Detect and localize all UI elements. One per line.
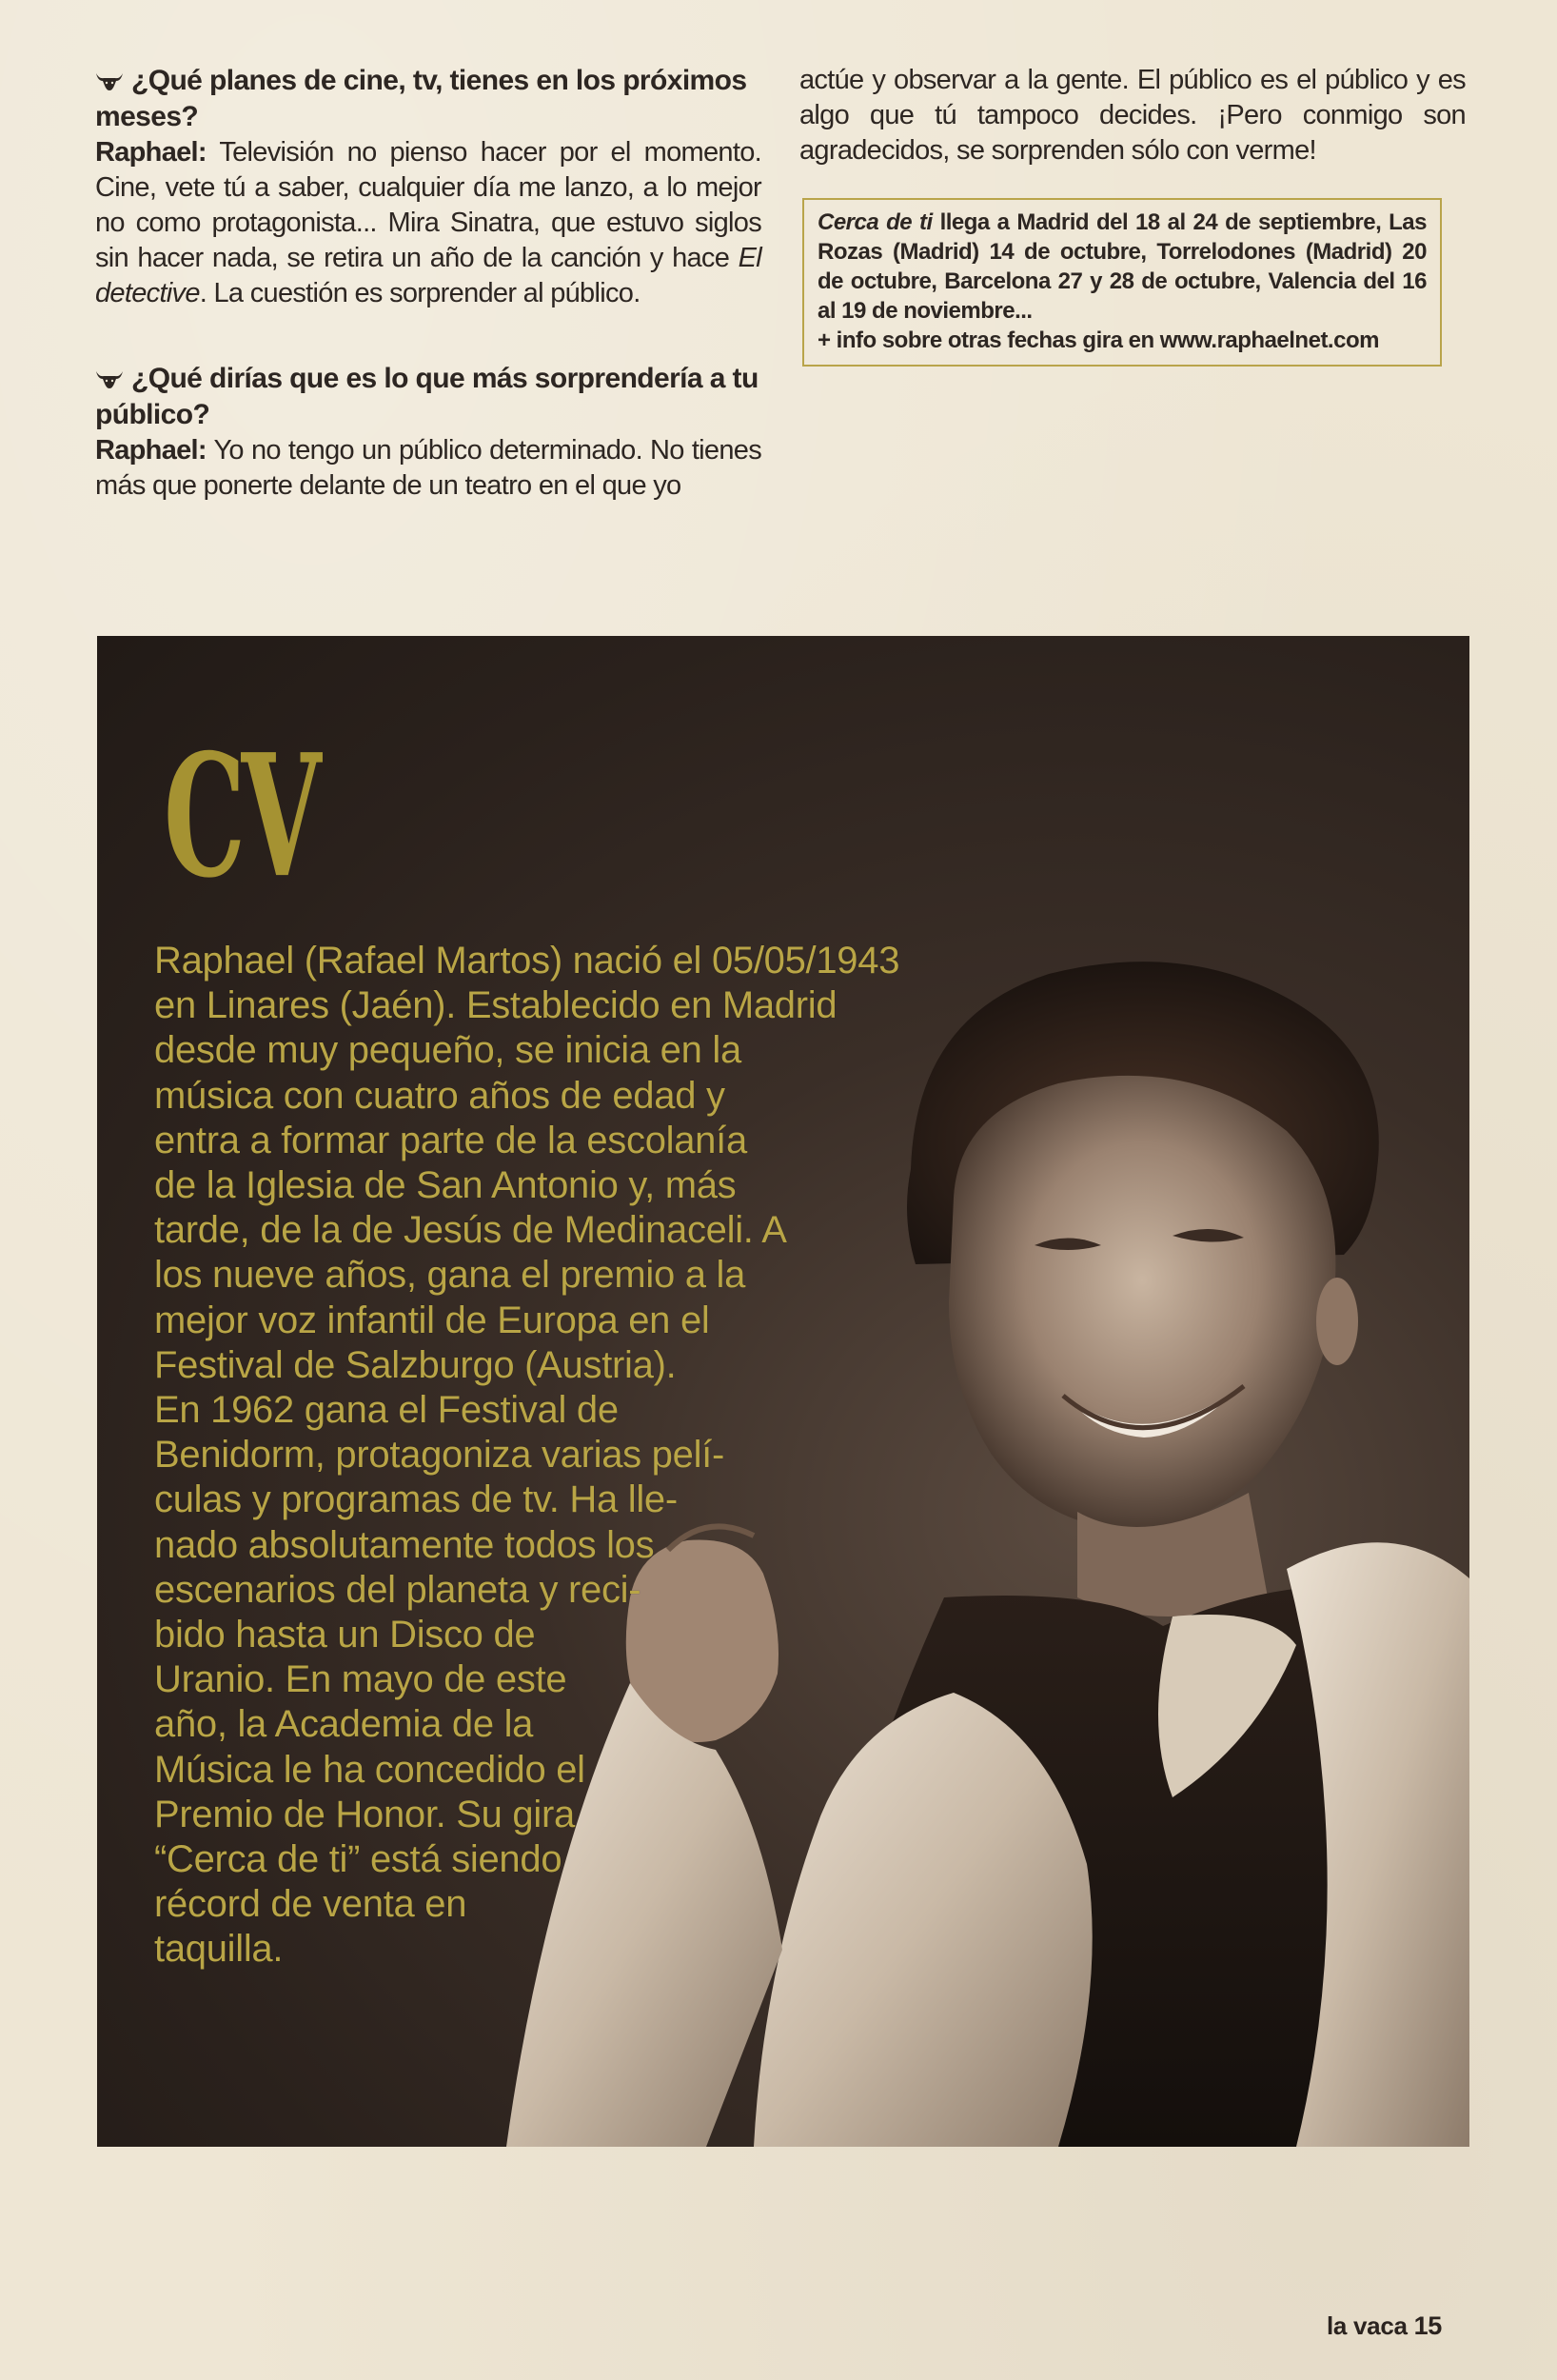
cv-line: Raphael (Rafael Martos) nació el 05/05/1943 xyxy=(154,940,900,982)
cv-line: En 1962 gana el Festival de xyxy=(154,1389,619,1432)
cv-line: de la Iglesia de San Antonio y, más xyxy=(154,1164,737,1207)
interview-left-column xyxy=(95,63,761,553)
cv-line: tarde, de la de Jesús de Medinaceli. A xyxy=(154,1209,787,1252)
cv-line: Premio de Honor. Su gira xyxy=(154,1793,575,1835)
film-title: El detective xyxy=(95,243,761,308)
cv-line: entra a formar parte de la escolanía xyxy=(154,1119,747,1161)
cv-line: récord de venta en xyxy=(154,1883,467,1926)
cv-line: culas y programas de tv. Ha lle- xyxy=(154,1478,678,1521)
cv-line: nado absolutamente todos los xyxy=(154,1523,655,1566)
speaker-label: Raphael: xyxy=(95,435,207,466)
cv-line: “Cerca de ti” está siendo xyxy=(154,1838,562,1881)
interview-question: ¿Qué planes de cine, tv, tienes en los próximos meses? xyxy=(95,65,747,132)
cv-line: Benidorm, protagoniza varias pelí- xyxy=(154,1434,724,1477)
interview-answer xyxy=(95,135,761,311)
answer-text: Televisión no pienso hacer por el momento. Cine, vete tú a saber, cualquier día me lanzo, a lo mejor no como protagonista... Mira Sinatra, que estuvo siglos sin hacer nada, se retira un año de la canción y hace xyxy=(95,137,761,273)
cv-body-text xyxy=(154,939,900,1973)
answer-continuation: actúe y observar a la gente. El público es el público y es algo que tú tampoco decides. ¡Pero conmigo son agradecidos, se sorprenden sólo con verme! xyxy=(799,65,1466,166)
cv-line: escenarios del planeta y reci- xyxy=(154,1568,641,1611)
magazine-name: la vaca xyxy=(1327,2311,1408,2340)
cv-line: música con cuatro años de edad y xyxy=(154,1074,725,1117)
answer-text-end: . La cuestión es sorprender al público. xyxy=(199,278,641,308)
interview-right-column xyxy=(799,63,1466,169)
cv-line: Música le ha concedido el xyxy=(154,1748,585,1791)
cv-line: los nueve años, gana el premio a la xyxy=(154,1254,746,1297)
interview-qa-1 xyxy=(95,63,761,311)
cv-line: mejor voz infantil de Europa en el xyxy=(154,1299,710,1341)
page-number: 15 xyxy=(1413,2311,1443,2340)
cv-line: Uranio. En mayo de este xyxy=(154,1658,567,1701)
cv-heading: CV xyxy=(164,717,318,916)
interview-question: ¿Qué dirías que es lo que más sorprendería a tu público? xyxy=(95,363,759,430)
tour-dates: llega a Madrid del 18 al 24 de septiembre, Las Rozas (Madrid) 14 de octubre, Torrelodones (Madrid) 20 de octubre, Barcelona 27 y 28 de octubre, Valencia del 16 al 19 de noviembre... xyxy=(818,209,1427,324)
answer-text: Yo no tengo un público determinado. No tienes más que ponerte delante de un teatro en el que yo xyxy=(95,435,762,501)
tour-info-box xyxy=(802,198,1442,367)
cv-line: bido hasta un Disco de xyxy=(154,1614,536,1656)
cv-line: taquilla. xyxy=(154,1928,284,1971)
bull-head-icon xyxy=(95,368,124,389)
cv-photo-block xyxy=(97,636,1469,2147)
cv-line: Festival de Salzburgo (Austria). xyxy=(154,1343,677,1386)
page-folio xyxy=(1327,2311,1442,2341)
tour-more-info: + info sobre otras fechas gira en www.raphaelnet.com xyxy=(818,327,1379,353)
speaker-label: Raphael: xyxy=(95,137,207,168)
interview-qa-2 xyxy=(95,361,761,504)
cv-line: año, la Academia de la xyxy=(154,1703,534,1746)
interview-answer xyxy=(95,433,761,504)
bull-head-icon xyxy=(95,70,124,91)
tour-title: Cerca de ti xyxy=(818,209,933,235)
cv-line: en Linares (Jaén). Establecido en Madrid xyxy=(154,984,838,1027)
cv-line: desde muy pequeño, se inicia en la xyxy=(154,1029,741,1072)
